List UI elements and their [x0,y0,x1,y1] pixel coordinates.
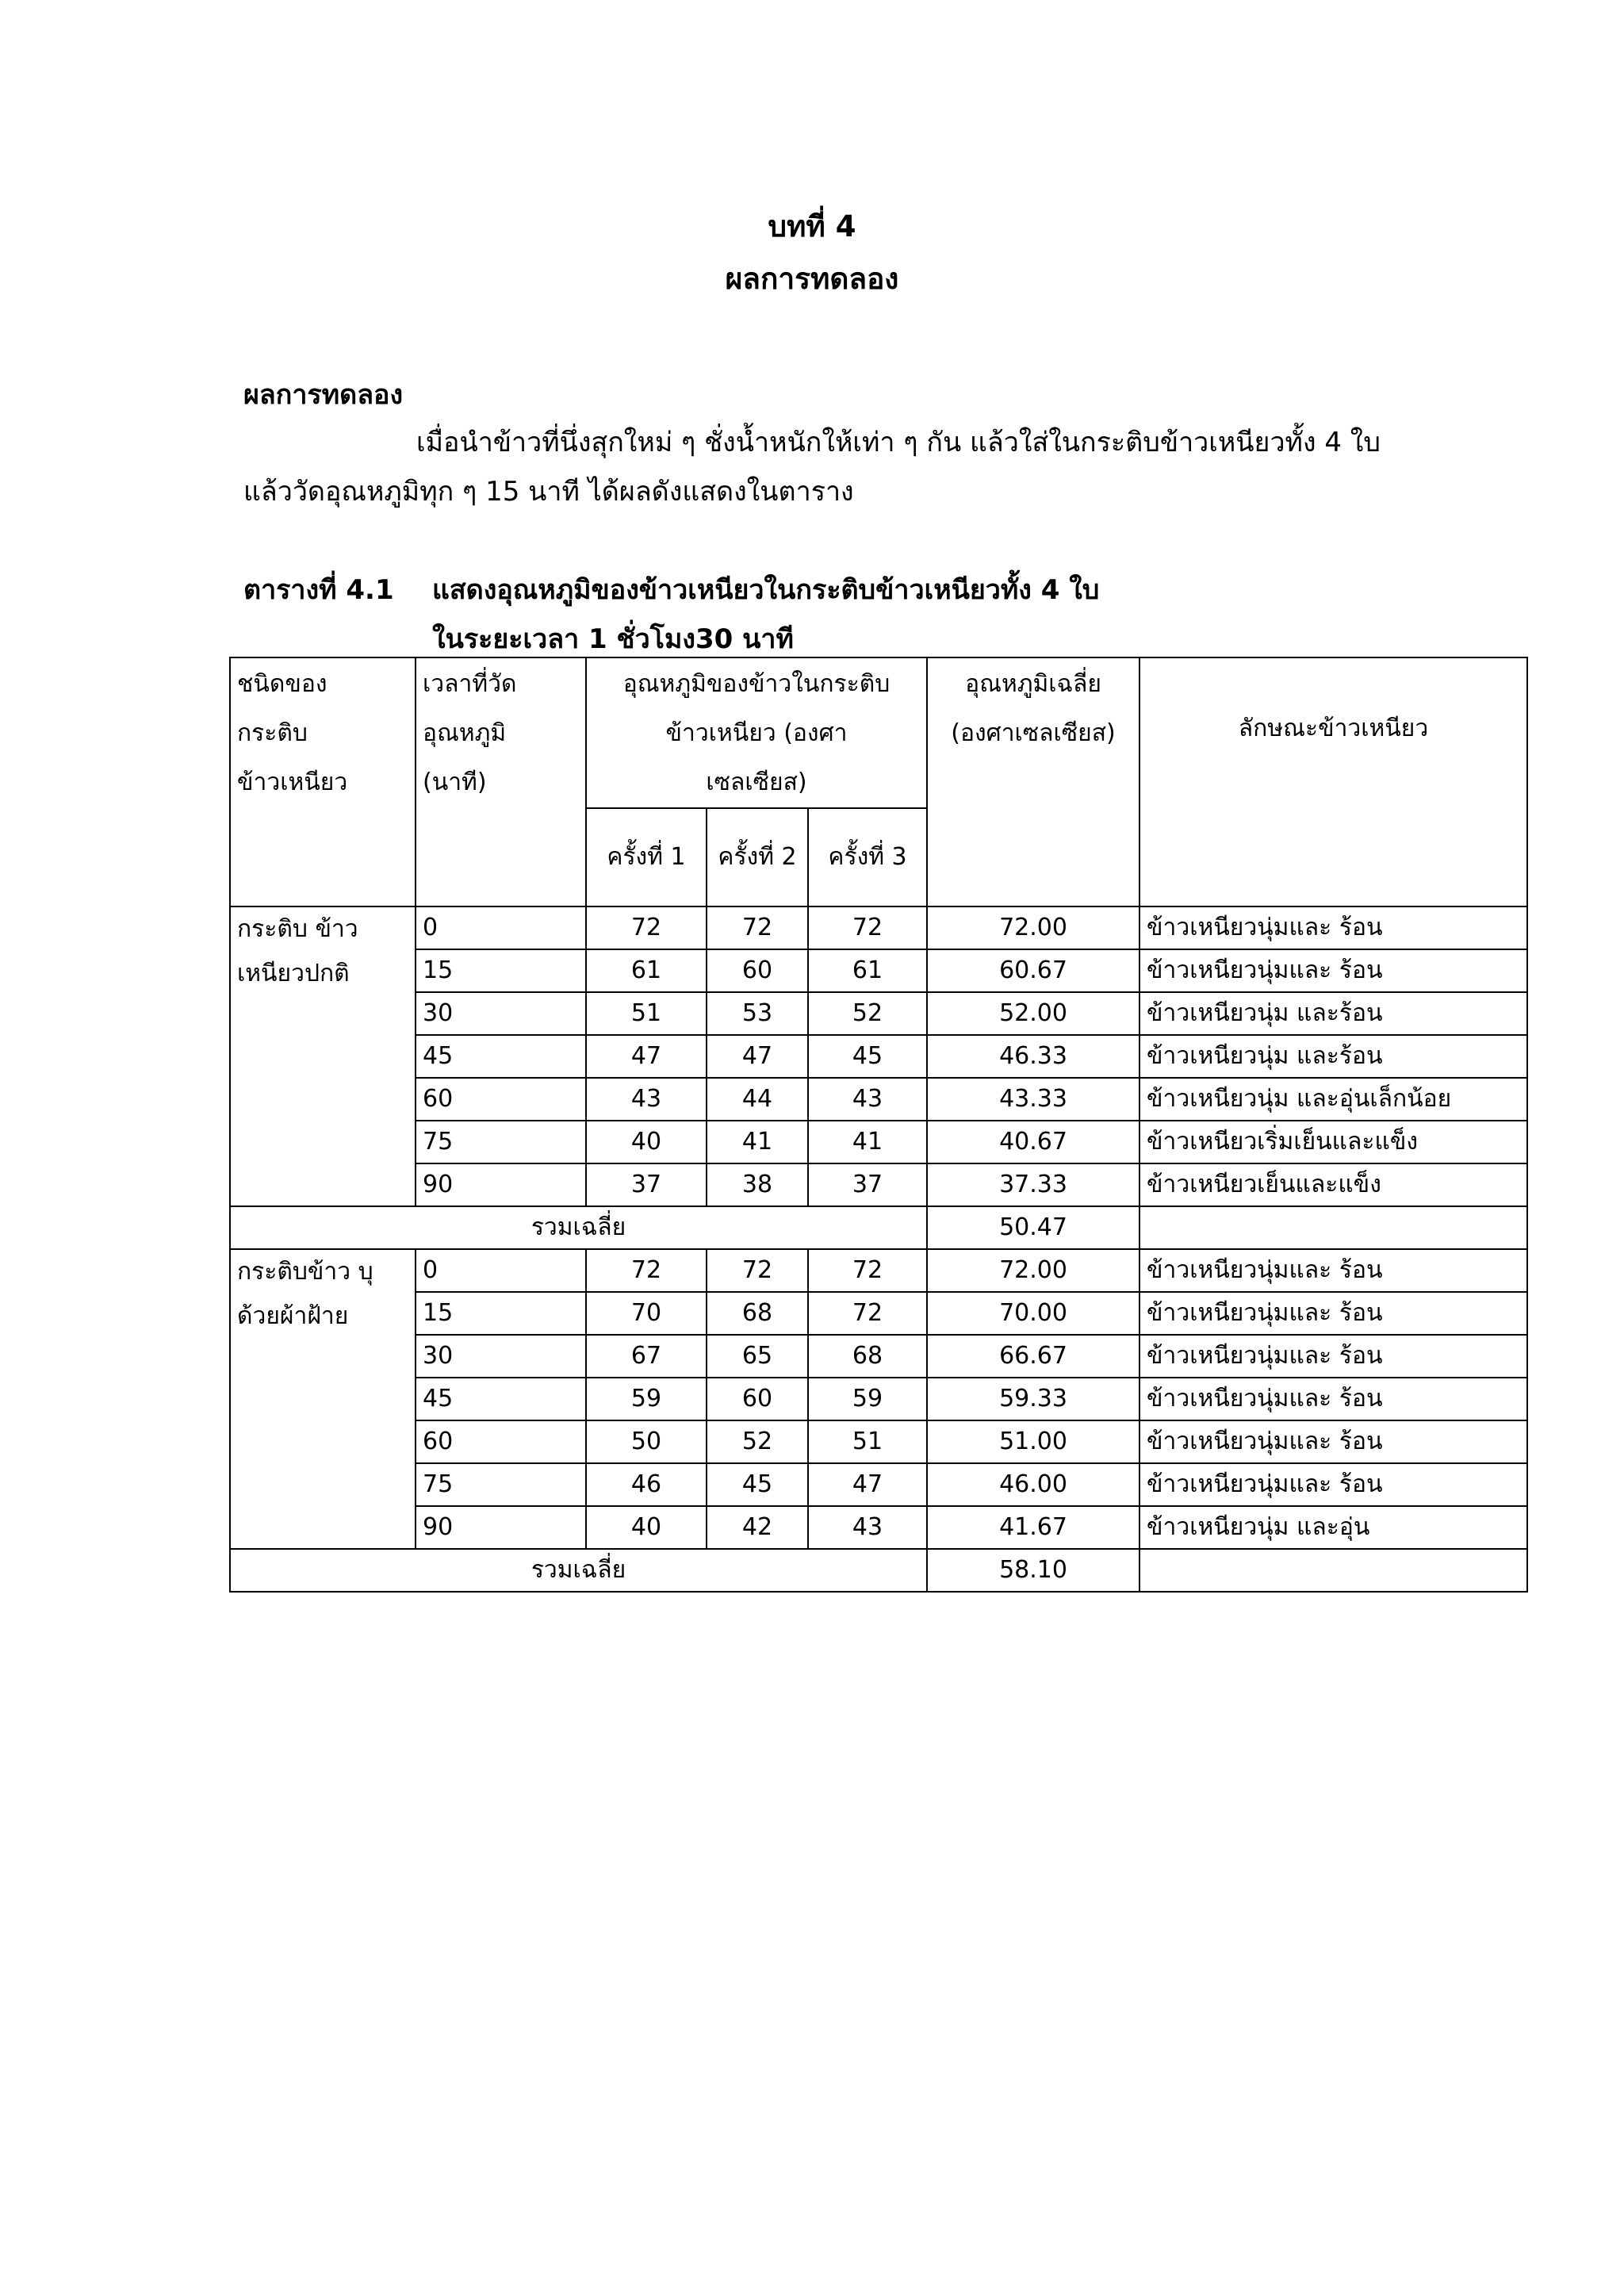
cell-trial-2: 53 [707,992,808,1035]
table-row [230,1121,1527,1163]
cell-time: 0 [416,1249,586,1292]
cell-trial-1: 67 [586,1335,707,1378]
cell-time: 30 [416,1335,586,1378]
cell-trial-1: 70 [586,1292,707,1335]
summary-label: รวมเฉลี่ย [230,1549,927,1592]
table-label: ตารางที่ 4.1 [243,574,394,606]
paragraph-line-2: แล้ววัดอุณหภูมิทุก ๆ 15 นาที ได้ผลดังแสดงในตาราง [243,476,854,508]
cell-trial-3: 45 [808,1035,927,1078]
cell-trial-2: 47 [707,1035,808,1078]
cell-trait: ข้าวเหนียวนุ่มและ ร้อน [1139,1378,1527,1420]
cell-average: 72.00 [927,1249,1139,1292]
table-row [230,1078,1527,1121]
cell-trial-3: 52 [808,992,927,1035]
cell-trial-3: 68 [808,1335,927,1378]
cell-container-type: กระติบข้าว บุด้วยผ้าฝ้าย [230,1249,416,1549]
cell-trait: ข้าวเหนียวนุ่มและ ร้อน [1139,949,1527,992]
cell-trial-2: 38 [707,1163,808,1206]
cell-average: 60.67 [927,949,1139,992]
cell-trial-1: 50 [586,1420,707,1463]
table-caption-line-1: แสดงอุณหภูมิของข้าวเหนียวในกระติบข้าวเหนียวทั้ง 4 ใบ [432,574,1100,606]
chapter-title: ผลการทดลอง [725,262,899,296]
cell-time: 15 [416,1292,586,1335]
cell-trait: ข้าวเหนียวนุ่ม และอุ่น [1139,1506,1527,1549]
header-trial-2: ครั้งที่ 2 [707,808,808,907]
cell-trait: ข้าวเหนียวนุ่มและ ร้อน [1139,1335,1527,1378]
cell-average: 59.33 [927,1378,1139,1420]
cell-trial-1: 51 [586,992,707,1035]
cell-trial-1: 61 [586,949,707,992]
cell-trial-2: 44 [707,1078,808,1121]
cell-trial-3: 51 [808,1420,927,1463]
cell-trial-1: 37 [586,1163,707,1206]
table-row [230,1249,1527,1292]
cell-trial-1: 40 [586,1121,707,1163]
summary-row [230,1206,1527,1249]
cell-trial-2: 60 [707,949,808,992]
table-row [230,1420,1527,1463]
summary-average: 58.10 [927,1549,1139,1592]
cell-trial-3: 41 [808,1121,927,1163]
header-trial-3: ครั้งที่ 3 [808,808,927,907]
table-row [230,1035,1527,1078]
cell-trial-3: 61 [808,949,927,992]
table-row [230,1506,1527,1549]
cell-average: 72.00 [927,907,1139,949]
cell-average: 40.67 [927,1121,1139,1163]
summary-empty-cell [1139,1549,1527,1592]
table-row [230,907,1527,949]
cell-average: 52.00 [927,992,1139,1035]
cell-trait: ข้าวเหนียวเริ่มเย็นและแข็ง [1139,1121,1527,1163]
summary-label: รวมเฉลี่ย [230,1206,927,1249]
cell-trial-2: 41 [707,1121,808,1163]
cell-time: 60 [416,1078,586,1121]
cell-trial-2: 68 [707,1292,808,1335]
cell-trial-2: 72 [707,1249,808,1292]
cell-time: 30 [416,992,586,1035]
cell-trait: ข้าวเหนียวนุ่มและ ร้อน [1139,1292,1527,1335]
cell-trial-1: 72 [586,907,707,949]
table-row [230,1163,1527,1206]
cell-time: 75 [416,1463,586,1506]
cell-trial-3: 43 [808,1506,927,1549]
summary-average: 50.47 [927,1206,1139,1249]
cell-average: 46.33 [927,1035,1139,1078]
summary-row [230,1549,1527,1592]
header-time: เวลาที่วัด อุณหภูมิ (นาที) [416,657,586,907]
cell-trial-1: 72 [586,1249,707,1292]
table-row [230,1292,1527,1335]
cell-trait: ข้าวเหนียวเย็นและแข็ง [1139,1163,1527,1206]
cell-time: 60 [416,1420,586,1463]
cell-trial-3: 47 [808,1463,927,1506]
cell-average: 51.00 [927,1420,1139,1463]
cell-trial-2: 72 [707,907,808,949]
cell-trial-1: 43 [586,1078,707,1121]
results-table [229,657,1528,1593]
header-trial-1: ครั้งที่ 1 [586,808,707,907]
cell-trial-2: 52 [707,1420,808,1463]
cell-average: 66.67 [927,1335,1139,1378]
header-type: ชนิดของ กระติบ ข้าวเหนียว [230,657,416,907]
cell-trial-3: 43 [808,1078,927,1121]
paragraph-line-1: เมื่อนำข้าวที่นึ่งสุกใหม่ ๆ ชั่งน้ำหนักให้เท่า ๆ กัน แล้วใส่ในกระติบข้าวเหนียวทั้ง 4 ใบ [416,427,1381,458]
cell-container-type: กระติบ ข้าวเหนียวปกติ [230,907,416,1206]
table-caption-line-2: ในระยะเวลา 1 ชั่วโมง30 นาที [432,623,794,655]
cell-average: 43.33 [927,1078,1139,1121]
header-trait: ลักษณะข้าวเหนียว [1139,657,1527,907]
cell-time: 15 [416,949,586,992]
cell-trial-3: 72 [808,1249,927,1292]
table-row [230,1335,1527,1378]
table-row [230,949,1527,992]
header-row [230,657,1527,808]
cell-trial-2: 42 [707,1506,808,1549]
cell-trait: ข้าวเหนียวนุ่ม และร้อน [1139,1035,1527,1078]
cell-trial-1: 47 [586,1035,707,1078]
cell-trial-1: 59 [586,1378,707,1420]
cell-time: 90 [416,1506,586,1549]
chapter-number: บทที่ 4 [768,209,856,243]
summary-empty-cell [1139,1206,1527,1249]
cell-trial-3: 37 [808,1163,927,1206]
section-heading: ผลการทดลอง [243,379,404,411]
cell-time: 45 [416,1035,586,1078]
cell-trait: ข้าวเหนียวนุ่มและ ร้อน [1139,1463,1527,1506]
header-average: อุณหภูมิเฉลี่ย (องศาเซลเซียส) [927,657,1139,907]
cell-trait: ข้าวเหนียวนุ่มและ ร้อน [1139,1249,1527,1292]
cell-trait: ข้าวเหนียวนุ่มและ ร้อน [1139,907,1527,949]
cell-average: 70.00 [927,1292,1139,1335]
header-temperature: อุณหภูมิของข้าวในกระติบ ข้าวเหนียว (องศา เซลเซียส) [586,657,927,808]
cell-trial-3: 72 [808,1292,927,1335]
cell-average: 41.67 [927,1506,1139,1549]
cell-trial-2: 60 [707,1378,808,1420]
cell-trait: ข้าวเหนียวนุ่ม และร้อน [1139,992,1527,1035]
cell-trait: ข้าวเหนียวนุ่มและ ร้อน [1139,1420,1527,1463]
cell-time: 90 [416,1163,586,1206]
cell-average: 37.33 [927,1163,1139,1206]
cell-trial-3: 72 [808,907,927,949]
cell-time: 0 [416,907,586,949]
cell-average: 46.00 [927,1463,1139,1506]
cell-time: 75 [416,1121,586,1163]
cell-trial-2: 45 [707,1463,808,1506]
cell-time: 45 [416,1378,586,1420]
cell-trial-2: 65 [707,1335,808,1378]
cell-trait: ข้าวเหนียวนุ่ม และอุ่นเล็กน้อย [1139,1078,1527,1121]
table-row [230,992,1527,1035]
cell-trial-1: 46 [586,1463,707,1506]
cell-trial-1: 40 [586,1506,707,1549]
cell-trial-3: 59 [808,1378,927,1420]
table-row [230,1463,1527,1506]
table-row [230,1378,1527,1420]
